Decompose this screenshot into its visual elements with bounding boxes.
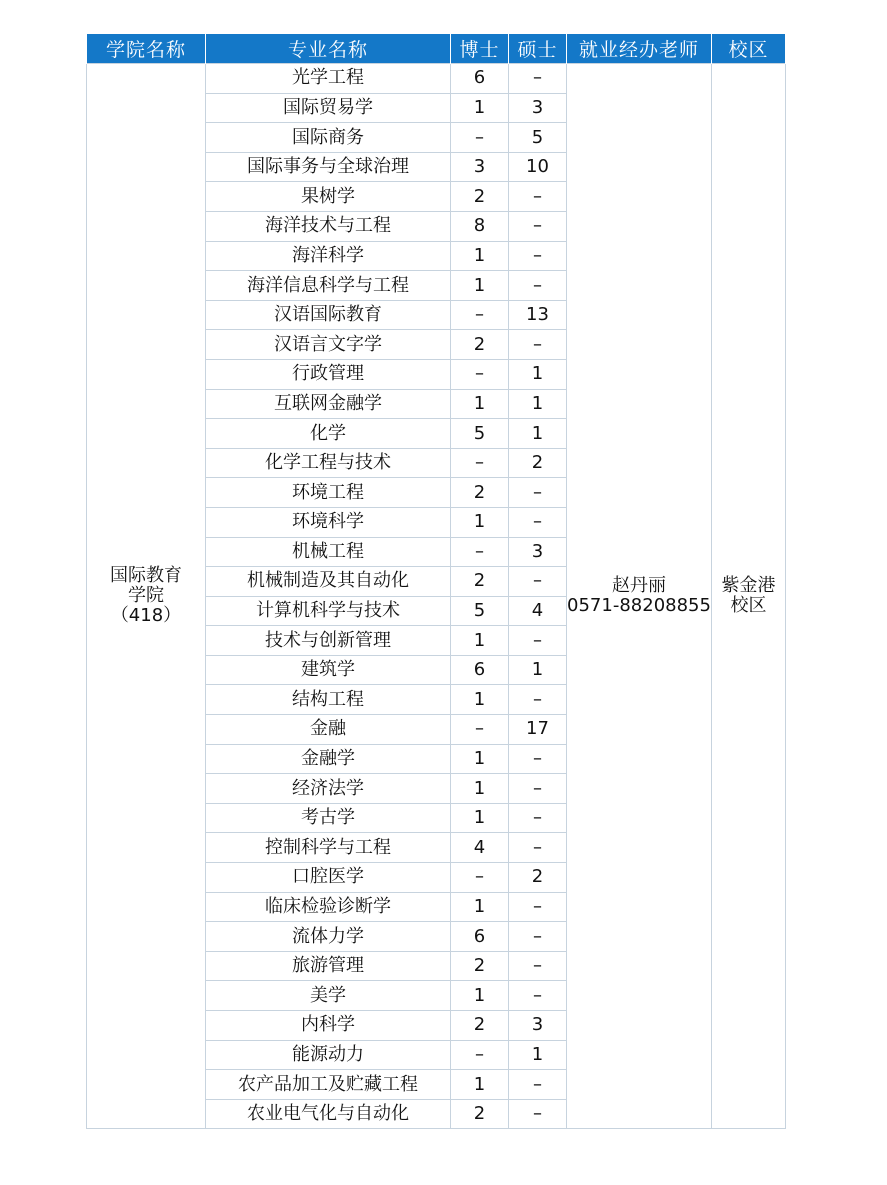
phd-count-cell: 1 — [451, 892, 509, 922]
master-count-cell: 1 — [509, 359, 567, 389]
majors-table — [86, 34, 786, 1129]
phd-count-cell: 2 — [451, 330, 509, 360]
phd-count-cell: – — [451, 359, 509, 389]
major-cell: 金融 — [206, 715, 451, 745]
campus-cell — [712, 64, 786, 1129]
phd-count-cell: – — [451, 448, 509, 478]
master-count-cell: 10 — [509, 152, 567, 182]
master-count-cell: 5 — [509, 123, 567, 153]
phd-count-cell: 5 — [451, 596, 509, 626]
major-cell: 临床检验诊断学 — [206, 892, 451, 922]
header-phd: 博士 — [451, 34, 509, 64]
major-cell: 口腔医学 — [206, 863, 451, 893]
master-count-cell: 1 — [509, 1040, 567, 1070]
master-count-cell: – — [509, 744, 567, 774]
header-teacher: 就业经办老师 — [567, 34, 712, 64]
phd-count-cell: – — [451, 715, 509, 745]
table-body — [87, 64, 786, 1129]
master-count-cell: – — [509, 892, 567, 922]
phd-count-cell: 2 — [451, 182, 509, 212]
phd-count-cell: 1 — [451, 626, 509, 656]
major-cell: 国际贸易学 — [206, 93, 451, 123]
master-count-cell: – — [509, 330, 567, 360]
major-cell: 国际商务 — [206, 123, 451, 153]
major-cell: 果树学 — [206, 182, 451, 212]
master-count-cell: – — [509, 685, 567, 715]
college-count: （418） — [110, 605, 182, 627]
master-count-cell: – — [509, 922, 567, 952]
phd-count-cell: 5 — [451, 419, 509, 449]
phd-count-cell: 1 — [451, 774, 509, 804]
major-cell: 海洋信息科学与工程 — [206, 271, 451, 301]
master-count-cell: 1 — [509, 419, 567, 449]
table-header-row — [87, 34, 786, 64]
major-cell: 行政管理 — [206, 359, 451, 389]
college-name-line1: 国际教育 — [110, 565, 182, 587]
major-cell: 控制科学与工程 — [206, 833, 451, 863]
master-count-cell: – — [509, 507, 567, 537]
phd-count-cell: 6 — [451, 64, 509, 94]
major-cell: 经济法学 — [206, 774, 451, 804]
teacher-cell — [567, 64, 712, 1129]
master-count-cell: – — [509, 182, 567, 212]
major-cell: 国际事务与全球治理 — [206, 152, 451, 182]
teacher-phone: 0571-88208855 — [567, 595, 711, 617]
major-cell: 技术与创新管理 — [206, 626, 451, 656]
master-count-cell: – — [509, 241, 567, 271]
phd-count-cell: 1 — [451, 93, 509, 123]
phd-count-cell: 1 — [451, 389, 509, 419]
master-count-cell: – — [509, 833, 567, 863]
major-cell: 互联网金融学 — [206, 389, 451, 419]
phd-count-cell: 4 — [451, 833, 509, 863]
major-cell: 海洋技术与工程 — [206, 211, 451, 241]
phd-count-cell: 1 — [451, 507, 509, 537]
major-cell: 美学 — [206, 981, 451, 1011]
master-count-cell: 2 — [509, 863, 567, 893]
major-cell: 考古学 — [206, 803, 451, 833]
phd-count-cell: 3 — [451, 152, 509, 182]
master-count-cell: 3 — [509, 1011, 567, 1041]
major-cell: 金融学 — [206, 744, 451, 774]
master-count-cell: 1 — [509, 389, 567, 419]
major-cell: 计算机科学与技术 — [206, 596, 451, 626]
campus-line1: 紫金港 — [721, 575, 776, 597]
major-cell: 海洋科学 — [206, 241, 451, 271]
table-row — [87, 64, 786, 94]
major-cell: 光学工程 — [206, 64, 451, 94]
teacher-name: 赵丹丽 — [612, 575, 666, 597]
master-count-cell: – — [509, 1070, 567, 1100]
master-count-cell: – — [509, 478, 567, 508]
master-count-cell: – — [509, 211, 567, 241]
phd-count-cell: 1 — [451, 271, 509, 301]
phd-count-cell: 2 — [451, 567, 509, 597]
master-count-cell: – — [509, 774, 567, 804]
phd-count-cell: 1 — [451, 685, 509, 715]
master-count-cell: – — [509, 626, 567, 656]
phd-count-cell: 1 — [451, 1070, 509, 1100]
phd-count-cell: – — [451, 123, 509, 153]
phd-count-cell: – — [451, 1040, 509, 1070]
master-count-cell: 13 — [509, 300, 567, 330]
major-cell: 环境工程 — [206, 478, 451, 508]
major-cell: 旅游管理 — [206, 951, 451, 981]
college-cell — [87, 64, 206, 1129]
phd-count-cell: 2 — [451, 478, 509, 508]
phd-count-cell: 1 — [451, 241, 509, 271]
phd-count-cell: 6 — [451, 922, 509, 952]
phd-count-cell: 2 — [451, 951, 509, 981]
phd-count-cell: 1 — [451, 981, 509, 1011]
master-count-cell: 4 — [509, 596, 567, 626]
header-campus: 校区 — [712, 34, 786, 64]
phd-count-cell: 1 — [451, 803, 509, 833]
phd-count-cell: – — [451, 537, 509, 567]
campus-line2: 校区 — [730, 595, 767, 617]
major-cell: 环境科学 — [206, 507, 451, 537]
master-count-cell: 17 — [509, 715, 567, 745]
college-name-line2: 学院 — [128, 585, 164, 607]
phd-count-cell: 2 — [451, 1099, 509, 1129]
major-cell: 机械工程 — [206, 537, 451, 567]
master-count-cell: 2 — [509, 448, 567, 478]
major-cell: 汉语言文字学 — [206, 330, 451, 360]
major-cell: 化学 — [206, 419, 451, 449]
major-cell: 结构工程 — [206, 685, 451, 715]
major-cell: 化学工程与技术 — [206, 448, 451, 478]
major-cell: 内科学 — [206, 1011, 451, 1041]
phd-count-cell: 6 — [451, 655, 509, 685]
phd-count-cell: 1 — [451, 744, 509, 774]
master-count-cell: – — [509, 1099, 567, 1129]
master-count-cell: – — [509, 567, 567, 597]
major-cell: 农业电气化与自动化 — [206, 1099, 451, 1129]
major-cell: 建筑学 — [206, 655, 451, 685]
major-cell: 能源动力 — [206, 1040, 451, 1070]
master-count-cell: – — [509, 64, 567, 94]
major-cell: 农产品加工及贮藏工程 — [206, 1070, 451, 1100]
master-count-cell: – — [509, 271, 567, 301]
master-count-cell: 1 — [509, 655, 567, 685]
phd-count-cell: 2 — [451, 1011, 509, 1041]
phd-count-cell: 8 — [451, 211, 509, 241]
master-count-cell: – — [509, 951, 567, 981]
master-count-cell: – — [509, 803, 567, 833]
major-cell: 汉语国际教育 — [206, 300, 451, 330]
phd-count-cell: – — [451, 300, 509, 330]
major-cell: 流体力学 — [206, 922, 451, 952]
master-count-cell: 3 — [509, 93, 567, 123]
master-count-cell: 3 — [509, 537, 567, 567]
header-major: 专业名称 — [206, 34, 451, 64]
header-college: 学院名称 — [87, 34, 206, 64]
header-master: 硕士 — [509, 34, 567, 64]
phd-count-cell: – — [451, 863, 509, 893]
master-count-cell: – — [509, 981, 567, 1011]
major-cell: 机械制造及其自动化 — [206, 567, 451, 597]
